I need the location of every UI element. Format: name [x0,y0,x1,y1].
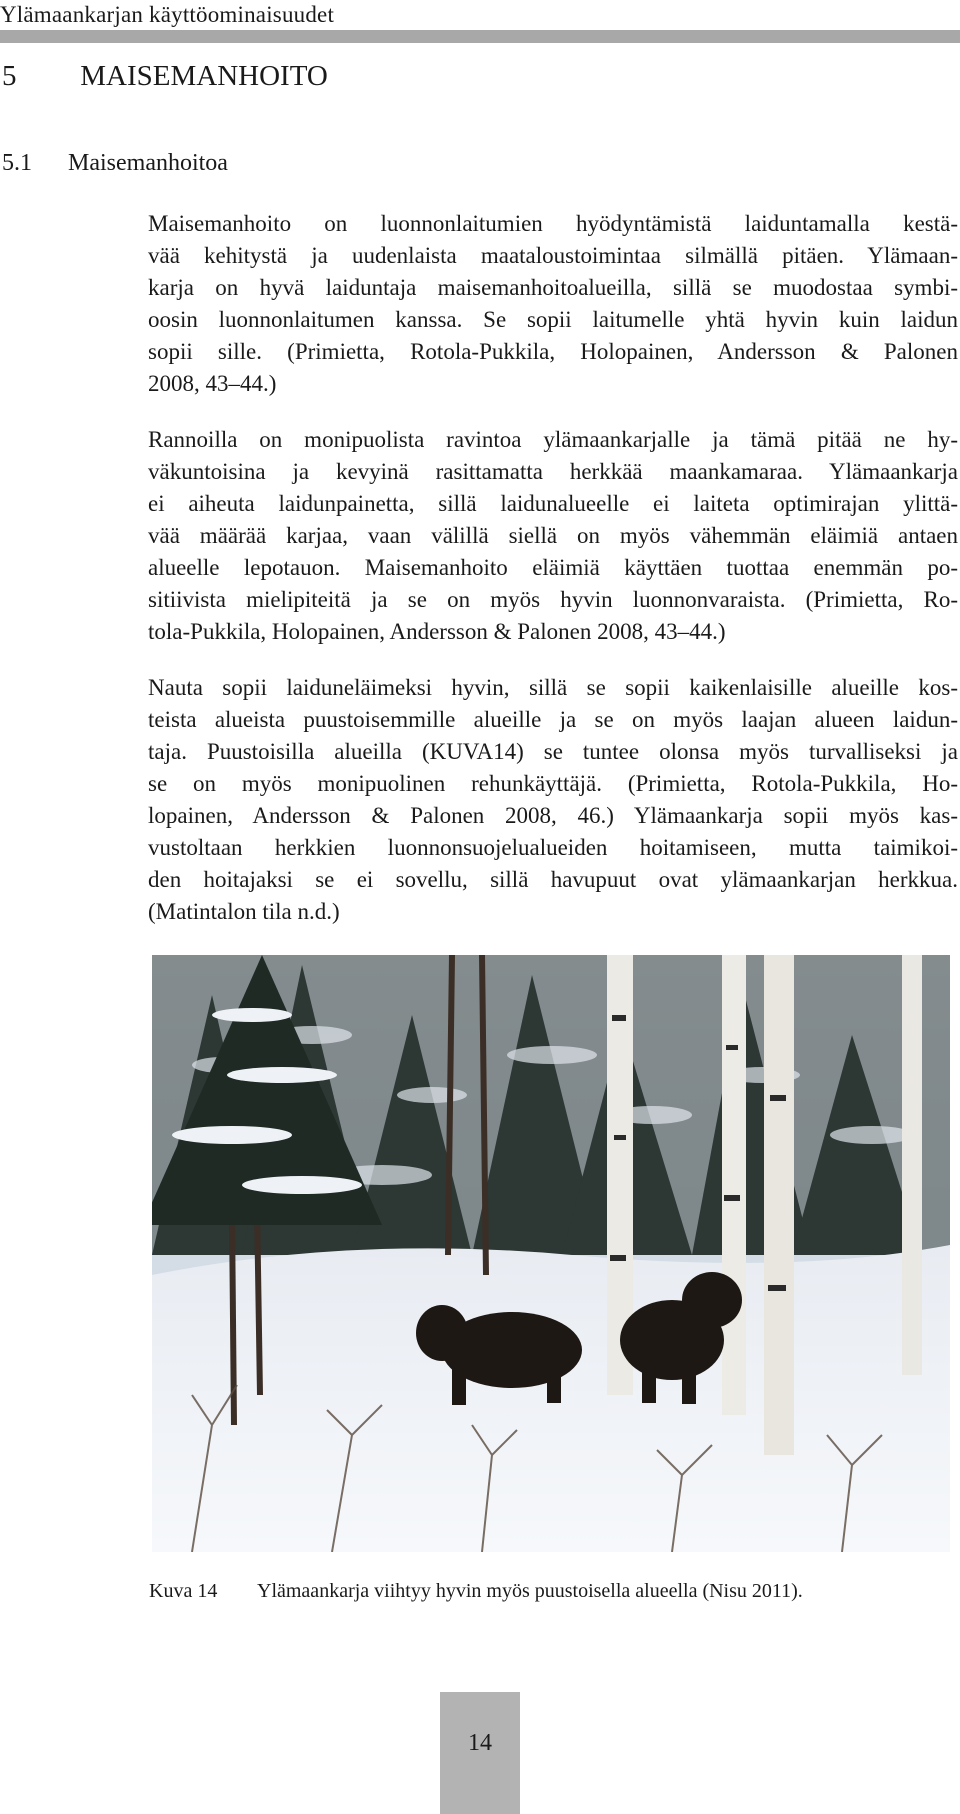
header-rule [0,30,960,43]
paragraph-line: sopii sille. (Primietta, Rotola-Pukkila, Holopainen, Andersson & Palonen [148,339,958,364]
caption-label: Kuva 14 [149,1580,218,1602]
chapter-title: 5 MAISEMANHOITO [2,60,328,92]
section-heading [2,150,228,177]
page-number: 14 [468,1730,492,1756]
paragraph-line: tola-Pukkila, Holopainen, Andersson & Palonen 2008, 43–44.) [148,619,726,644]
page-number-box [440,1692,520,1814]
paragraph-line: lopainen, Andersson & Palonen 2008, 46.) Ylämaankarja sopii myös kas- [148,803,958,828]
section-title: Maisemanhoitoa [68,150,228,176]
paragraph-line: teista alueista puustoisemmille alueille ja se on myös laajan alueen laidun- [148,707,958,732]
paragraph-line: oosin luonnonlaitumen kanssa. Se sopii laitumelle yhtä hyvin kuin laidun [148,307,958,332]
figure-caption [149,1580,803,1603]
figure-photo [152,955,950,1552]
paragraph-line: Rannoilla on monipuolista ravintoa ylämaankarjalle ja tämä pitää ne hy- [148,427,958,452]
running-header: Ylämaankarjan käyttöominaisuudet [0,2,335,27]
paragraph-2 [148,424,958,648]
paragraph-1 [148,208,958,400]
paragraph-line: väkuntoisina ja kevyinä rasittamatta herkkää maankamaraa. Ylämaankarja [148,459,958,484]
paragraph-line: ei aiheuta laidunpainetta, sillä laidunalueelle ei laiteta optimirajan ylittä- [148,491,958,516]
paragraph-line: 2008, 43–44.) [148,371,277,396]
paragraph-line: Maisemanhoito on luonnonlaitumien hyödyntämistä laiduntamalla kestä- [148,211,958,236]
paragraph-line: Nauta sopii laiduneläimeksi hyvin, sillä se sopii kaikenlaisille alueille kos- [148,675,958,700]
section-number: 5.1 [2,150,32,176]
paragraph-line: karja on hyvä laiduntaja maisemanhoitoalueilla, sillä se muodostaa symbi- [148,275,958,300]
paragraph-line: sitiivista mielipiteitä ja se on myös hyvin luonnonvaraista. (Primietta, Ro- [148,587,958,612]
paragraph-3 [148,672,958,928]
paragraph-line: vää kehitystä ja uudenlaista maataloustoimintaa silmällä pitäen. Ylämaan- [148,243,958,268]
paragraph-line: (Matintalon tila n.d.) [148,899,340,924]
snowy-forest-cattle-photo [152,955,950,1552]
paragraph-line: vustoltaan herkkien luonnonsuojelualueiden hoitamiseen, mutta taimikoi- [148,835,958,860]
paragraph-line: alueelle lepotauon. Maisemanhoito eläimiä käyttäen tuottaa enemmän po- [148,555,958,580]
paragraph-line: den hoitajaksi se ei sovellu, sillä havupuut ovat ylämaankarjan herkkua. [148,867,958,892]
paragraph-line: taja. Puustoisilla alueilla (KUVA14) se tuntee olonsa myös turvalliseksi ja [148,739,958,764]
paragraph-line: vää määrää karjaa, vaan välillä siellä on myös vähemmän eläimiä antaen [148,523,958,548]
caption-text: Ylämaankarja viihtyy hyvin myös puustoisella alueella (Nisu 2011). [257,1580,803,1602]
paragraph-line: se on myös monipuolinen rehunkäyttäjä. (Primietta, Rotola-Pukkila, Ho- [148,771,958,796]
